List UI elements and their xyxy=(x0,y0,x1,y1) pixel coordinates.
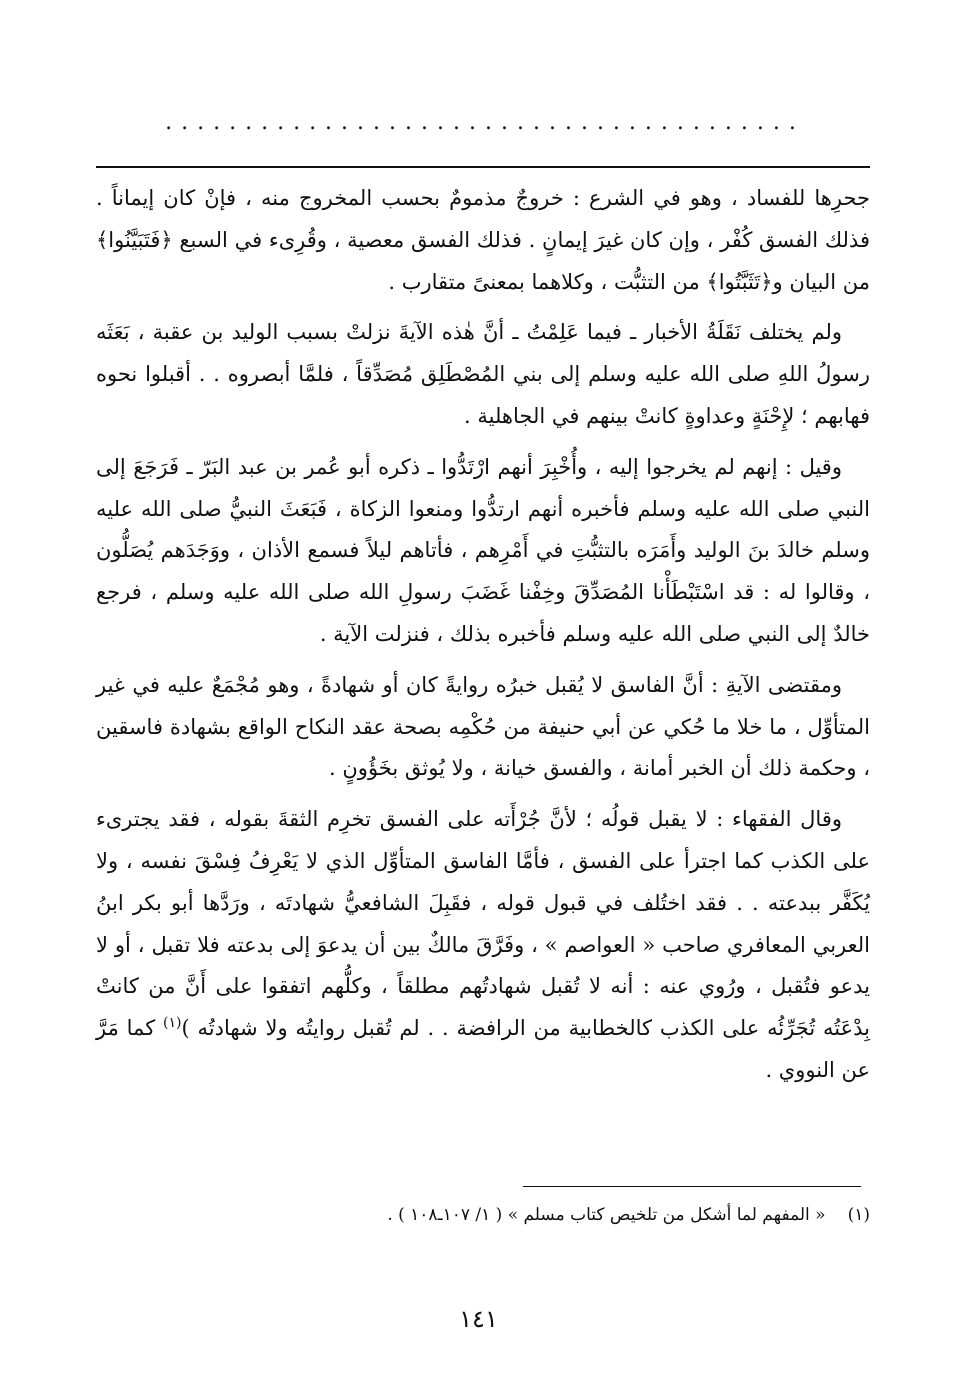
paragraph-5 xyxy=(96,799,870,1092)
paragraph-4: ومقتضى الآيةِ : أنَّ الفاسق لا يُقبل خبرُه روايةً كان أو شهادةً ، وهو مُجْمَعٌ عليه في غير المتأوِّل ، ما خلا ما حُكي عن أبي حنيفة من حُكْمِه بصحة عقد النكاح الواقع بشهادة فاسقين ، وحكمة ذلك أن الخبر أمانة ، والفسق خيانة ، ولا يُوثق بخَؤُونٍ . xyxy=(96,672,870,781)
paragraph-2: ولم يختلف نَقَلَةُ الأخبار ـ فيما عَلِمْتُ ـ أنَّ هٰذه الآيةَ نزلتْ بسبب الوليد بن عقبة ، بَعَثَه رسولُ اللهِ صلى الله عليه وسلم إلى بني المُصْطَلِق مُصَدِّقاً ، فلمَّا أبصروه . . أقبلوا نحوه فهابهم ؛ لإِحْنَةٍ وعداوةٍ كانتْ بينهم في الجاهلية . xyxy=(96,320,870,428)
footnote-number: (١) xyxy=(847,1205,870,1225)
header-rule xyxy=(96,166,870,168)
paragraph-5-tail: كما مَرَّ عن النووي . xyxy=(96,1016,870,1082)
footnote-text: « المفهم لما أشكل من تلخيص كتاب مسلم » ( ١/ ١٠٧ـ١٠٨ ) . xyxy=(387,1205,826,1225)
header-dotted-line: ........................................ xyxy=(165,110,805,135)
footnote-separator xyxy=(523,1186,861,1187)
footnote-reference[interactable]: (١) xyxy=(163,1015,182,1032)
paragraph-3: وقيل : إنهم لم يخرجوا إليه ، وأُخْبِرَ أنهم ارْتَدُّوا ـ ذكره أبو عُمر بن عبد البَرّ ـ فَرَجَعَ إلى النبي صلى الله عليه وسلم فأخبره أنهم ارتدُّوا ومنعوا الزكاة ، فَبَعَثَ النبيُّ صلى الله عليه وسلم خالدَ بنَ الوليد وأَمَرَه بالتثبُّتِ في أَمْرِهم ، فأتاهم ليلاً فسمع الأذان ، ووَجَدَهم يُصَلُّون ، وقالوا له : قد اسْتَبْطَأْنا المُصَدِّقَ وخِفْنا غَضَبَ رسولِ الله صلى الله عليه وسلم ، فرجع خالدٌ إلى النبي صلى الله عليه وسلم فأخبره بذلك ، فنزلت الآية . xyxy=(96,454,870,646)
page-number: ١٤١ xyxy=(459,1305,498,1333)
footnote xyxy=(96,1200,870,1230)
paragraph-1: جحرِها للفساد ، وهو في الشرع : خروجٌ مذمومٌ بحسب المخروج منه ، فإنْ كان إيماناً . فذلك الفسق كُفْر ، وإن كان غيرَ إيمانٍ . فذلك الفسق معصية ، وقُرِىء في السبع ﴿فَتَبَيَّنُوا﴾ من البيان و﴿تَثَبَّتُوا﴾ من التثبُّت ، وكلاهما بمعنىً متقارب . xyxy=(96,186,870,294)
main-text xyxy=(96,178,870,1101)
paragraph-5-text: وقال الفقهاء : لا يقبل قولُه ؛ لأنَّ جُرْأَته على الفسق تخرِم الثقةَ بقوله ، فقد يجترىء على الكذب كما اجترأ على الفسق ، فأمَّا الفاسق المتأوِّل الذي لا يَعْرِفُ فِسْقَ نفسه ، ولا يُكَفَّر ببدعته . . فقد اختُلف في قبول قوله ، فقَبِلَ الشافعيُّ شهادتَه ، ورَدَّها أبو بكر ابنُ العربي المعافري صاحب « العواصم » ، وفَرَّقَ مالكٌ بين أن يدعوَ إلى بدعته فلا تقبل ، أو لا يدعو فتُقبل ، ورُوي عنه : أنه لا تُقبل شهادتُهم مطلقاً ، وكلُّهم اتفقوا على أَنَّ من كانتْ بِدْعَتُه تُجَرِّئُه على الكذب كالخطابية من الرافضة . . لم تُقبل روايتُه ولا شهادتُه ) xyxy=(96,807,870,1041)
